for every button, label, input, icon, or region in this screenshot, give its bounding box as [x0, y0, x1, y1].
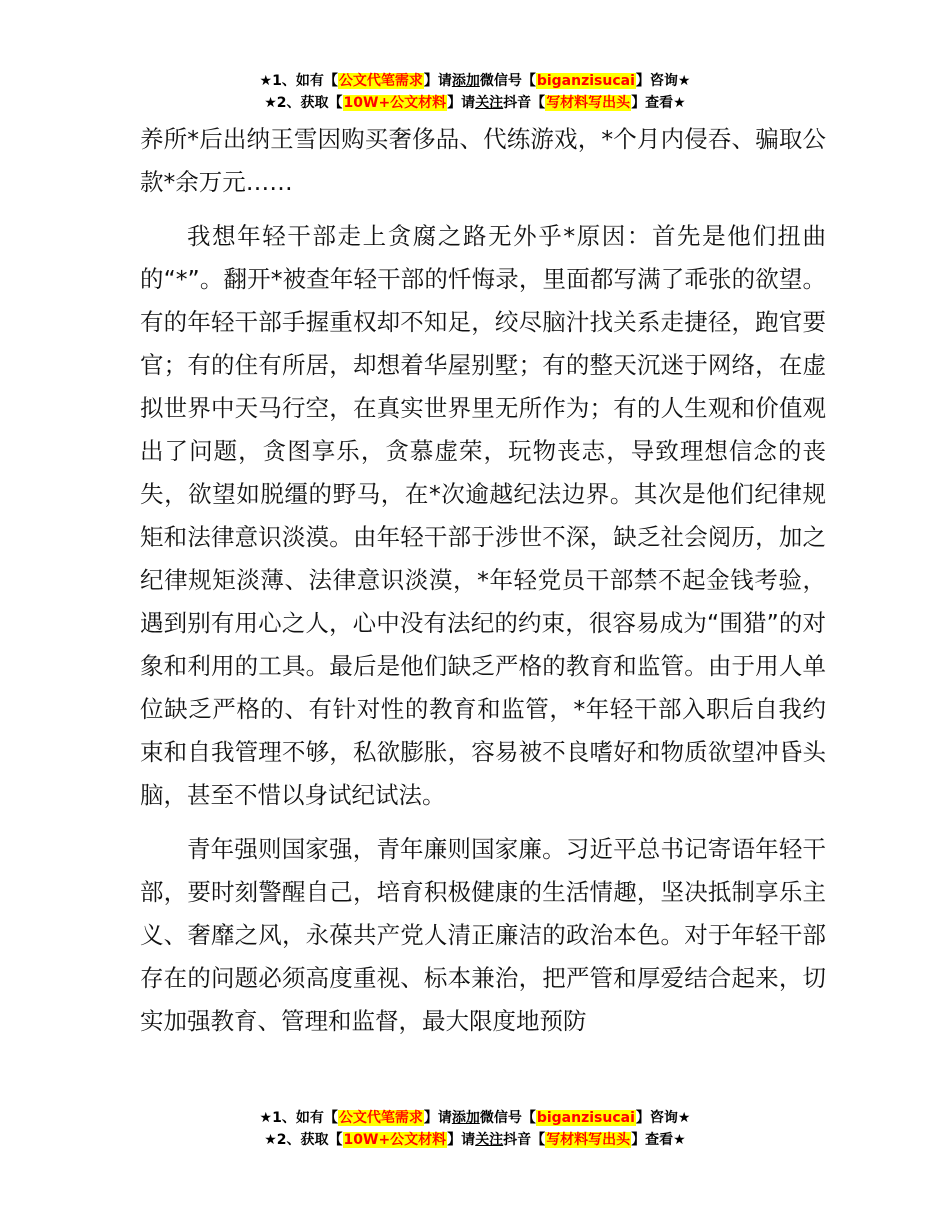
- highlight-materials: 10W+公文材料: [343, 1132, 447, 1148]
- highlight-douyin-account: 写材料写出头: [546, 1132, 631, 1148]
- highlight-materials: 10W+公文材料: [343, 95, 447, 111]
- header-banner-line-2: ★2、获取【10W+公文材料】请关注抖音【写材料写出头】查看★: [264, 95, 686, 111]
- document-body: [140, 118, 826, 1054]
- highlight-writing-service: 公文代笔需求: [338, 1110, 423, 1126]
- paragraph-continued: 养所*后出纳王雪因购买奢侈品、代练游戏，*个月内侵吞、骗取公款*余万元……: [140, 125, 826, 196]
- highlight-douyin-account: 写材料写出头: [546, 95, 631, 111]
- paragraph-remedies: 青年强则国家强，青年廉则国家廉。习近平总书记寄语年轻干部，要时刻警醒自己，培育积极健康的生活情趣，坚决抵制享乐主义、奢靡之风，永葆共产党人清正廉洁的政治本色。对于年轻干部存在的问题必须高度重视、标本兼治，把严管和厚爱结合起来，切实加强教育、管理和监督，最大限度地预防: [140, 835, 826, 1035]
- highlight-writing-service: 公文代笔需求: [338, 73, 423, 89]
- header-banner-line-1: ★1、如有【公文代笔需求】请添加微信号【biganzisucai】咨询★: [259, 73, 691, 89]
- footer-banner-line-2: ★2、获取【10W+公文材料】请关注抖音【写材料写出头】查看★: [264, 1132, 686, 1148]
- highlight-wechat-id: biganzisucai: [536, 73, 635, 89]
- footer-banner-line-1: ★1、如有【公文代笔需求】请添加微信号【biganzisucai】咨询★: [259, 1110, 691, 1126]
- paragraph-causes: 我想年轻干部走上贪腐之路无外乎*原因：首先是他们扭曲的“*”。翻开*被查年轻干部的忏悔录，里面都写满了乖张的欲望。有的年轻干部手握重权却不知足，绞尽脑汁找关系走捷径，跑官要官；有的住有所居，却想着华屋别墅；有的整天沉迷于网络，在虚拟世界中天马行空，在真实世界里无所作为；有的人生观和价值观出了问题，贪图享乐，贪慕虚荣，玩物丧志，导致理想信念的丧失，欲望如脱缰的野马，在*次逾越纪法边界。其次是他们纪律规矩和法律意识淡漠。由年轻干部于涉世不深，缺乏社会阅历，加之纪律规矩淡薄、法律意识淡漠，*年轻党员干部禁不起金钱考验，遇到别有用心之人，心中没有法纪的约束，很容易成为“围猎”的对象和利用的工具。最后是他们缺乏严格的教育和监管。由于用人单位缺乏严格的、有针对性的教育和监管，*年轻干部入职后自我约束和自我管理不够，私欲膨胀，容易被不良嗜好和物质欲望冲昏头脑，甚至不惜以身试纪试法。: [140, 222, 826, 809]
- highlight-wechat-id: biganzisucai: [536, 1110, 635, 1126]
- header-banner: [0, 70, 950, 114]
- footer-banner: [0, 1107, 950, 1151]
